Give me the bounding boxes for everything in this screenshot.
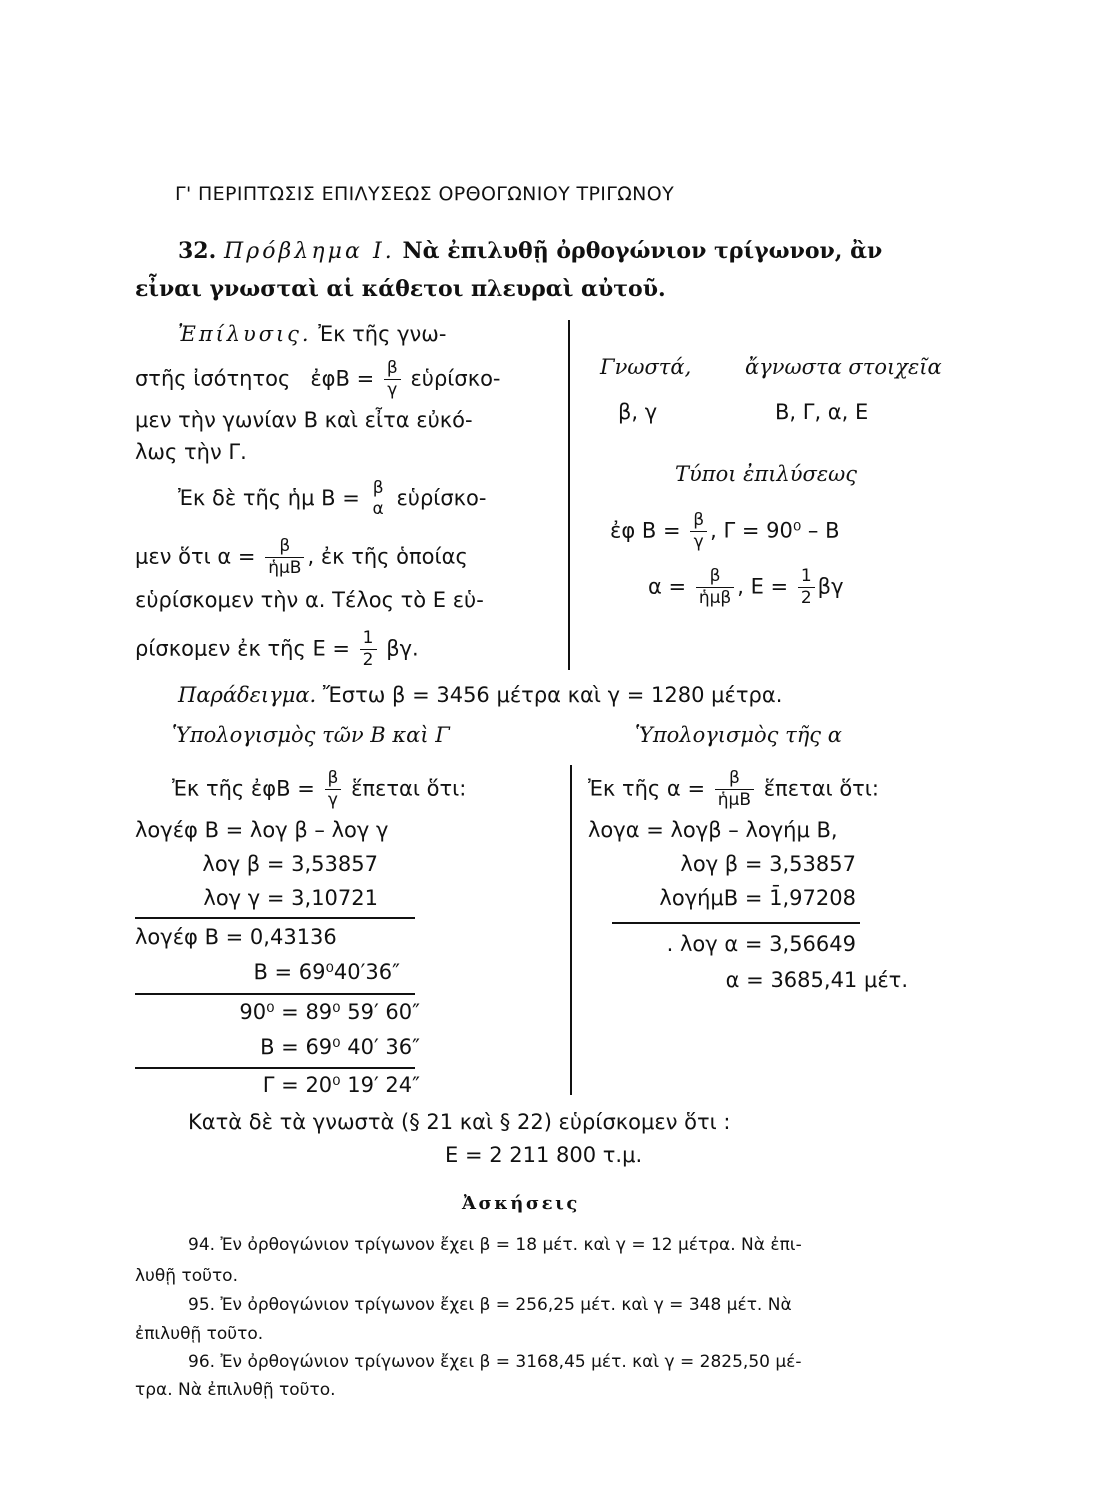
solution-line6	[135, 538, 468, 577]
fraction-one-half	[798, 568, 815, 607]
exercise-94-cont: λυθῇ τοῦτο.	[135, 1266, 238, 1286]
denominator: ἡμβ	[698, 588, 732, 608]
formula-text: ἐφ Β =	[610, 518, 681, 543]
solution-text: εὑρίσκο-	[396, 486, 487, 510]
known-values: β, γ	[618, 400, 658, 424]
calc-left-row-3: λογέφ Β = 0,43136	[135, 925, 337, 949]
exercises-title: Ἀσκήσεις	[462, 1193, 580, 1214]
numerator: β	[384, 360, 401, 380]
calc-text: Ἐκ τῆς α =	[588, 776, 706, 801]
denominator: ἡμΒ	[268, 558, 302, 578]
calc-left-row-5: 90⁰ = 89⁰ 59′ 60″	[239, 1000, 420, 1024]
problem-number: 32.	[178, 238, 217, 264]
calc-right-row-0: λογα = λογβ – λογήμ Β,	[588, 818, 838, 842]
example-line	[178, 683, 782, 707]
sum-rule	[135, 917, 415, 919]
solution-line1	[178, 322, 446, 346]
denominator: γ	[387, 380, 398, 400]
calc-left-title: Ὑπολογισμὸς τῶν Β καὶ Γ	[172, 723, 450, 747]
numerator: β	[265, 538, 304, 558]
solution-line3: μεν τὴν γωνίαν Β καὶ εἶτα εὐκό-	[135, 408, 473, 432]
solution-text: βγ.	[386, 636, 419, 661]
solution-text: Ἐκ δὲ τῆς ἡμ Β =	[178, 486, 360, 510]
fraction-b-over-himB	[715, 770, 754, 809]
sum-rule	[612, 922, 860, 924]
problem-statement	[178, 238, 882, 264]
calc-right-intro	[588, 770, 879, 809]
exercise-number: 95.	[188, 1295, 216, 1315]
solution-line7: εὑρίσκομεν τὴν α. Τέλος τὸ Ε εὑ-	[135, 588, 484, 612]
denominator: α	[372, 499, 384, 519]
problem-line1: Νὰ ἐπιλυθῇ ὀρθογώνιον τρίγωνον, ἂν	[402, 238, 883, 264]
calc-left-row-2: λογ γ = 3,10721	[203, 886, 378, 910]
denominator: 2	[800, 588, 812, 608]
calc-right-row-2: λογήμΒ = 1̄,97208	[659, 886, 856, 910]
fraction-one-half	[360, 630, 377, 669]
formula-2	[648, 568, 844, 607]
denominator: 2	[362, 650, 374, 670]
formula-text: βγ	[817, 574, 844, 599]
formula-text: , Ε =	[737, 574, 789, 599]
numerator: 1	[360, 630, 377, 650]
exercise-94	[188, 1235, 802, 1255]
column-divider	[568, 320, 570, 670]
formulas-title: Τύποι ἐπιλύσεως	[675, 462, 857, 486]
solution-line2	[135, 360, 501, 399]
formula-text: α =	[648, 574, 687, 599]
sum-rule	[135, 1067, 415, 1069]
exercise-number: 96.	[188, 1352, 216, 1372]
calc-left-row-0: λογέφ Β = λογ β – λογ γ	[135, 818, 389, 842]
calc-left-intro	[172, 770, 466, 809]
denominator: γ	[693, 532, 704, 552]
solution-line4: λως τὴν Γ.	[135, 440, 247, 464]
calc-left-row-1: λογ β = 3,53857	[202, 852, 378, 876]
numerator: β	[696, 568, 734, 588]
calc-text: ἕπεται ὅτι:	[763, 776, 879, 801]
exercise-text: Ἐν ὀρθογώνιον τρίγωνον ἔχει β = 18 μέτ. καὶ γ = 12 μέτρα. Νὰ ἐπι-	[220, 1235, 802, 1255]
exercise-95-cont: ἐπιλυθῇ τοῦτο.	[135, 1324, 264, 1344]
calc-text: Ἐκ τῆς ἐφΒ =	[172, 776, 315, 801]
exercise-95	[188, 1295, 792, 1315]
fraction-b-over-a	[370, 480, 387, 518]
solution-text: στῆς ἰσότητος	[135, 366, 291, 391]
problem-label: Πρόβλημα Ι.	[223, 239, 395, 264]
unknown-title: ἄγνωστα στοιχεῖα	[745, 355, 942, 379]
solution-text: μεν ὅτι α =	[135, 544, 256, 569]
calc-left-row-6: Β = 69⁰ 40′ 36″	[260, 1035, 420, 1059]
numerator: β	[372, 478, 384, 498]
exercise-number: 94.	[188, 1235, 216, 1255]
formula-1	[610, 512, 840, 551]
known-title: Γνωστά,	[600, 355, 692, 379]
denominator: ἡμΒ	[717, 790, 752, 810]
calc-right-title: Ὑπολογισμὸς τῆς α	[635, 723, 842, 747]
solution-text: ἐφΒ =	[310, 366, 375, 391]
fraction-b-over-g	[325, 770, 342, 809]
solution-line8	[135, 630, 419, 669]
area-line2: Ε = 2 211 800 τ.μ.	[445, 1143, 643, 1167]
calc-left-row-7: Γ = 20⁰ 19′ 24″	[262, 1073, 420, 1097]
sum-rule	[135, 993, 415, 995]
calc-right-row-3: . λογ α = 3,56649	[666, 932, 856, 956]
solution-text: Ἐκ τῆς γνω-	[318, 322, 447, 346]
calc-left-row-4: Β = 69⁰40′36″	[253, 960, 400, 984]
fraction-b-over-g	[690, 512, 707, 551]
calc-right-row-1: λογ β = 3,53857	[680, 852, 856, 876]
area-line1: Κατὰ δὲ τὰ γνωστὰ (§ 21 καὶ § 22) εὑρίσκομεν ὅτι :	[188, 1110, 731, 1134]
numerator: β	[690, 512, 707, 532]
calc-text: ἕπεται ὅτι:	[351, 776, 467, 801]
calc-right-row-4: α = 3685,41 μέτ.	[725, 968, 908, 992]
denominator: γ	[327, 790, 338, 810]
page-header: Γ' ΠΕΡΙΠΤΩΣΙΣ ΕΠΙΛΥΣΕΩΣ ΟΡΘΟΓΩΝΙΟΥ ΤΡΙΓΩΝΟΥ	[175, 183, 675, 205]
fraction-b-over-g	[384, 360, 401, 399]
solution-text: , ἐκ τῆς ὁποίας	[307, 544, 468, 569]
solution-text: ρίσκομεν ἐκ τῆς Ε =	[135, 636, 350, 661]
exercise-96-cont: τρα. Νὰ ἐπιλυθῇ τοῦτο.	[135, 1380, 336, 1400]
unknown-values: Β, Γ, α, Ε	[775, 400, 869, 424]
solution-label: Ἐπίλυσις.	[178, 322, 312, 346]
exercise-text: Ἐν ὀρθογώνιον τρίγωνον ἔχει β = 3168,45 μέτ. καὶ γ = 2825,50 μέ-	[220, 1352, 802, 1372]
exercise-96	[188, 1352, 802, 1372]
example-label: Παράδειγμα.	[178, 683, 317, 707]
solution-line5	[178, 480, 487, 518]
numerator: β	[715, 770, 754, 790]
fraction-b-over-himb	[696, 568, 734, 607]
fraction-b-over-himB	[265, 538, 304, 577]
example-text: Ἔστω β = 3456 μέτρα καὶ γ = 1280 μέτρα.	[322, 683, 783, 707]
exercise-text: Ἐν ὀρθογώνιον τρίγωνον ἔχει β = 256,25 μέτ. καὶ γ = 348 μέτ. Νὰ	[220, 1295, 792, 1315]
calc-divider	[570, 765, 572, 1095]
formula-text: , Γ = 90⁰ – Β	[710, 518, 840, 543]
problem-line2: εἶναι γνωσταὶ αἱ κάθετοι πλευραὶ αὐτοῦ.	[135, 276, 666, 302]
numerator: 1	[798, 568, 815, 588]
solution-text: εὑρίσκο-	[410, 366, 501, 391]
numerator: β	[325, 770, 342, 790]
